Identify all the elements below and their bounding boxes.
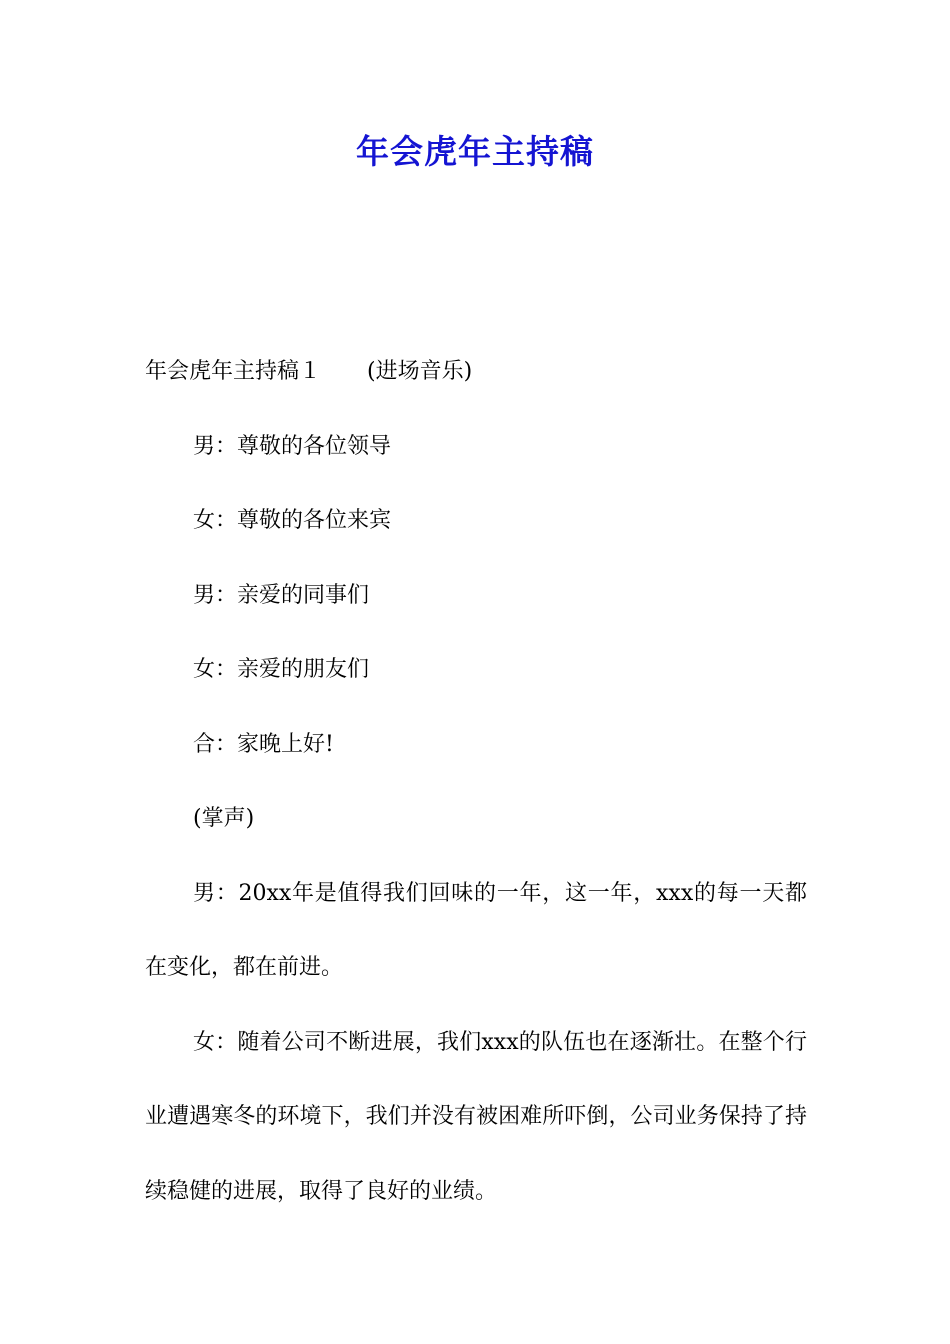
- section-heading-label: 年会虎年主持稿１: [145, 359, 322, 384]
- paragraph: 合：家晚上好!: [193, 731, 334, 757]
- document-body: [145, 335, 807, 1229]
- paragraph: 男：20xx年是值得我们回味的一年，这一年，xxx的每一天都在变化，都在前进。: [145, 880, 807, 980]
- paragraph: (掌声): [193, 806, 255, 831]
- paragraph: 女：尊敬的各位来宾: [193, 508, 392, 533]
- paragraph: 女：随着公司不断进展，我们xxx的队伍也在逐渐壮。在整个行业遭遇寒冬的环境下，我们并没有被困难所吓倒，公司业务保持了持续稳健的进展，取得了良好的业绩。: [145, 1029, 807, 1204]
- section-heading-note: (进场音乐): [367, 359, 473, 384]
- paragraph: 男：亲爱的同事们: [193, 582, 370, 608]
- section-heading: [145, 335, 807, 410]
- paragraph: 男：尊敬的各位领导: [193, 433, 392, 459]
- paragraph: 女：亲爱的朋友们: [193, 657, 370, 682]
- document-title: 年会虎年主持稿: [356, 132, 594, 171]
